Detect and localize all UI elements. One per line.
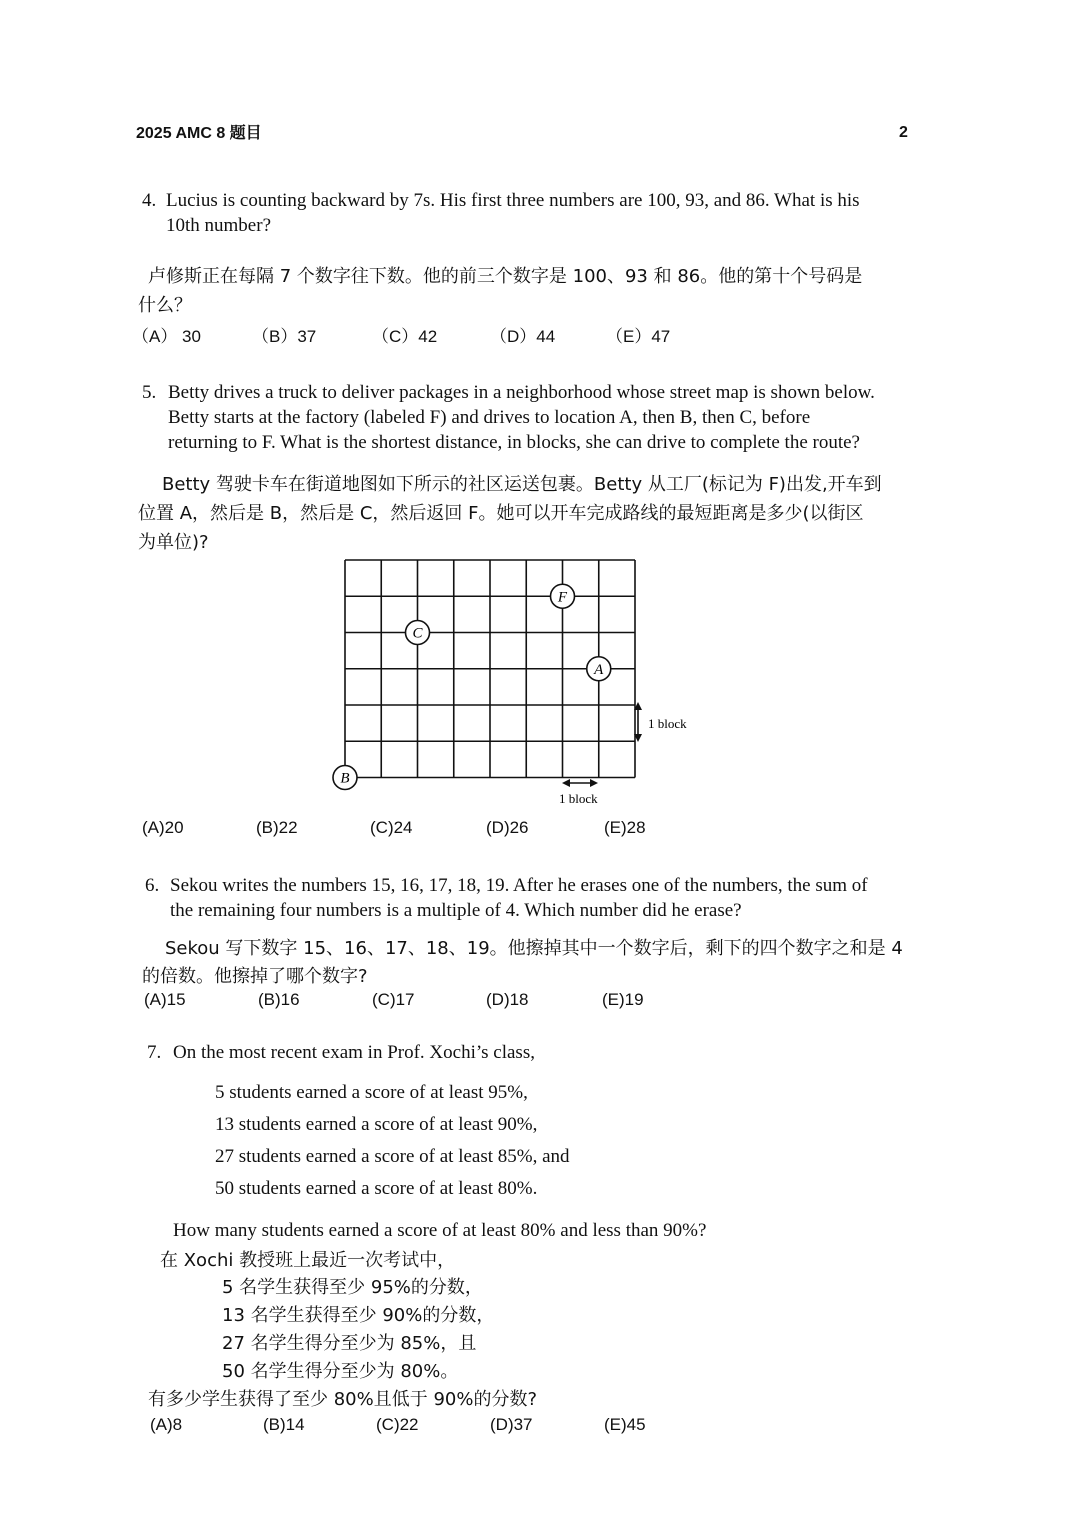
answer-choice: (C)17	[372, 990, 415, 1009]
answer-choice: (E)28	[604, 818, 646, 837]
problem-number: 5.	[142, 382, 157, 403]
answer-choice: (A)15	[144, 990, 186, 1009]
answer-choice: (D)18	[486, 990, 529, 1009]
problem-text-zh-line: Betty 驾驶卡车在街道地图如下所示的社区运送包裹。Betty 从工厂(标记为 F)出发,开车到	[162, 474, 882, 495]
problem-text-zh-line: 为单位)?	[138, 532, 209, 553]
street-map-diagram	[320, 550, 720, 815]
answer-choice: (B)14	[263, 1415, 305, 1434]
score-list-item-zh: 27 名学生得分至少为 85%，且	[222, 1333, 477, 1354]
answer-choice: (C)24	[370, 818, 413, 837]
problem-text-en-line: returning to F. What is the shortest distance, in blocks, she can drive to complete the route?	[168, 432, 860, 453]
answer-choice: (C)22	[376, 1415, 419, 1434]
problem-text-zh-line: 位置 A，然后是 B，然后是 C，然后返回 F。她可以开车完成路线的最短距离是多少(以街区	[138, 503, 864, 524]
vertical-scale-label: 1 block	[648, 716, 687, 731]
score-list-item-en: 13 students earned a score of at least 90%,	[215, 1114, 538, 1135]
problem-text-en-line: On the most recent exam in Prof. Xochi’s class,	[173, 1042, 535, 1063]
problem-text-en-line: Sekou writes the numbers 15, 16, 17, 18, 19. After he erases one of the numbers, the sum of	[170, 875, 868, 896]
answer-choice: （B）37	[252, 327, 317, 346]
problem-question-zh: 有多少学生获得了至少 80%且低于 90%的分数?	[148, 1389, 538, 1410]
answer-choice: (A)20	[142, 818, 184, 837]
answer-choice: （C）42	[372, 327, 438, 346]
horizontal-scale-arrowhead	[562, 779, 570, 787]
location-label-f: F	[557, 589, 568, 606]
answer-choice: （A） 30	[132, 327, 201, 346]
answer-choice: (E)45	[604, 1415, 646, 1434]
scale-indicators	[559, 702, 687, 806]
problem-text-zh-line: 卢修斯正在每隔 7 个数字往下数。他的前三个数字是 100、93 和 86。他的第十个号码是	[148, 266, 863, 287]
location-label-c: C	[412, 625, 423, 642]
score-list-item-en: 5 students earned a score of at least 95%,	[215, 1082, 528, 1103]
answer-choice: (D)37	[490, 1415, 533, 1434]
problem-text-zh-line: 的倍数。他擦掉了哪个数字?	[142, 966, 368, 987]
answer-choice: (B)22	[256, 818, 298, 837]
problem-text-en-line: the remaining four numbers is a multiple of 4. Which number did he erase?	[170, 900, 742, 921]
problem-text-zh-line: 什么？	[138, 295, 192, 316]
answer-choice: （E）47	[606, 327, 671, 346]
problem-text-zh-line: 在 Xochi 教授班上最近一次考试中，	[160, 1250, 456, 1271]
problem-number: 4.	[142, 190, 157, 211]
horizontal-scale-arrowhead	[590, 779, 598, 787]
score-list-item-zh: 13 名学生获得至少 90%的分数，	[222, 1305, 495, 1326]
score-list-item-en: 27 students earned a score of at least 85%, and	[215, 1146, 570, 1167]
answer-choice: (D)26	[486, 818, 529, 837]
location-label-a: A	[594, 661, 604, 678]
score-list-item-en: 50 students earned a score of at least 80%.	[215, 1178, 538, 1199]
problem-number: 6.	[145, 875, 160, 896]
problem-text-en-line: 10th number?	[166, 215, 272, 236]
answer-choice: (A)8	[150, 1415, 183, 1434]
score-list-item-zh: 50 名学生得分至少为 80%。	[222, 1361, 459, 1382]
problem-number: 7.	[147, 1042, 162, 1063]
problem-text-en-line: Betty drives a truck to deliver packages in a neighborhood whose street map is shown below.	[168, 382, 875, 403]
answer-choice: （D）44	[490, 327, 556, 346]
score-list-item-zh: 5 名学生获得至少 95%的分数，	[222, 1277, 483, 1298]
location-label-b: B	[340, 770, 350, 787]
answer-choice: (B)16	[258, 990, 300, 1009]
map-locations	[333, 584, 611, 789]
page-number: 2	[899, 124, 908, 141]
horizontal-scale-label: 1 block	[559, 791, 598, 806]
problem-text-en-line: Lucius is counting backward by 7s. His first three numbers are 100, 93, and 86. What is his	[166, 190, 860, 211]
problem-question-en: How many students earned a score of at least 80% and less than 90%?	[173, 1220, 707, 1241]
problem-text-zh-line: Sekou 写下数字 15、16、17、18、19。他擦掉其中一个数字后，剩下的四个数字之和是 4	[165, 938, 903, 959]
answer-choice: (E)19	[602, 990, 644, 1009]
problem-text-en-line: Betty starts at the factory (labeled F) and drives to location A, then B, then C, before	[168, 407, 811, 428]
page-header-title: 2025 AMC 8 题目	[136, 125, 262, 142]
